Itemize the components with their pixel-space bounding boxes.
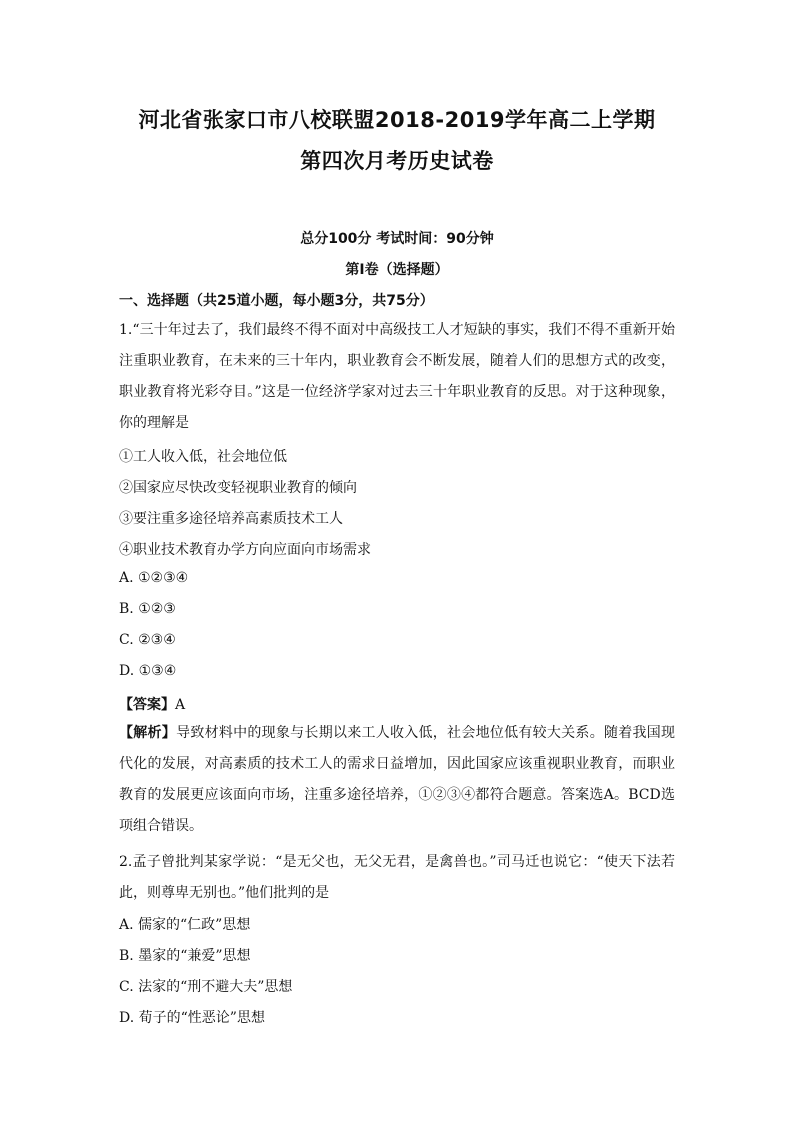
q1-item-4: ④职业技术教育办学方向应面向市场需求	[119, 542, 371, 558]
analysis-tag: 【解析】	[119, 725, 177, 741]
q1-option-c: C. ②③④	[119, 632, 176, 648]
volume-label: 第I卷（选择题）	[345, 262, 449, 278]
q1-answer	[119, 694, 185, 714]
exam-meta: 总分100分 考试时间：90分钟	[300, 231, 494, 247]
q1-stem: 1.“三十年过去了，我们最终不得不面对中高级技工人才短缺的事实，我们不得不重新开始注重职业教育，在未来的三十年内，职业教育会不断发展，随着人们的思想方式的改变，职业教育将光彩夺目。”这是一位经济学家对过去三十年职业教育的反思。对于这种现象，你的理解是	[119, 322, 675, 431]
q2-option-c: C. 法家的“刑不避大夫”思想	[119, 979, 293, 995]
q1-option-b: B. ①②③	[119, 601, 176, 617]
exam-title-line2: 第四次月考历史试卷	[300, 149, 494, 173]
q2-option-b: B. 墨家的“兼爱”思想	[119, 948, 251, 964]
q2-option-a: A. 儒家的“仁政”思想	[119, 917, 251, 933]
q1-item-1: ①工人收入低，社会地位低	[119, 449, 287, 465]
analysis-text: 导致材料中的现象与长期以来工人收入低，社会地位低有较大关系。随着我国现代化的发展，对高素质的技术工人的需求日益增加，因此国家应该重视职业教育，而职业教育的发展更应该面向市场，注重多途径培养，①②③④都符合题意。答案选A。BCD选项组合错误。	[119, 725, 676, 834]
section-heading: 一、选择题（共25道小题，每小题3分，共75分）	[119, 293, 434, 309]
q1-item-2: ②国家应尽快改变轻视职业教育的倾向	[119, 480, 357, 496]
answer-value: A	[175, 697, 186, 713]
answer-tag: 【答案】	[119, 697, 175, 713]
exam-title-line1: 河北省张家口市八校联盟2018-2019学年高二上学期	[138, 108, 656, 132]
q1-analysis	[119, 718, 675, 842]
q2-stem: 2.孟子曾批判某家学说：“是无父也，无父无君，是禽兽也。”司马迁也说它：“使天下法若此，则尊卑无别也。”他们批判的是	[119, 854, 675, 901]
q1-option-d: D. ①③④	[119, 663, 177, 679]
q2-option-d: D. 荀子的“性恶论”思想	[119, 1010, 265, 1026]
q1-option-a: A. ①②③④	[119, 570, 189, 586]
q1-item-3: ③要注重多途径培养高素质技术工人	[119, 511, 343, 527]
